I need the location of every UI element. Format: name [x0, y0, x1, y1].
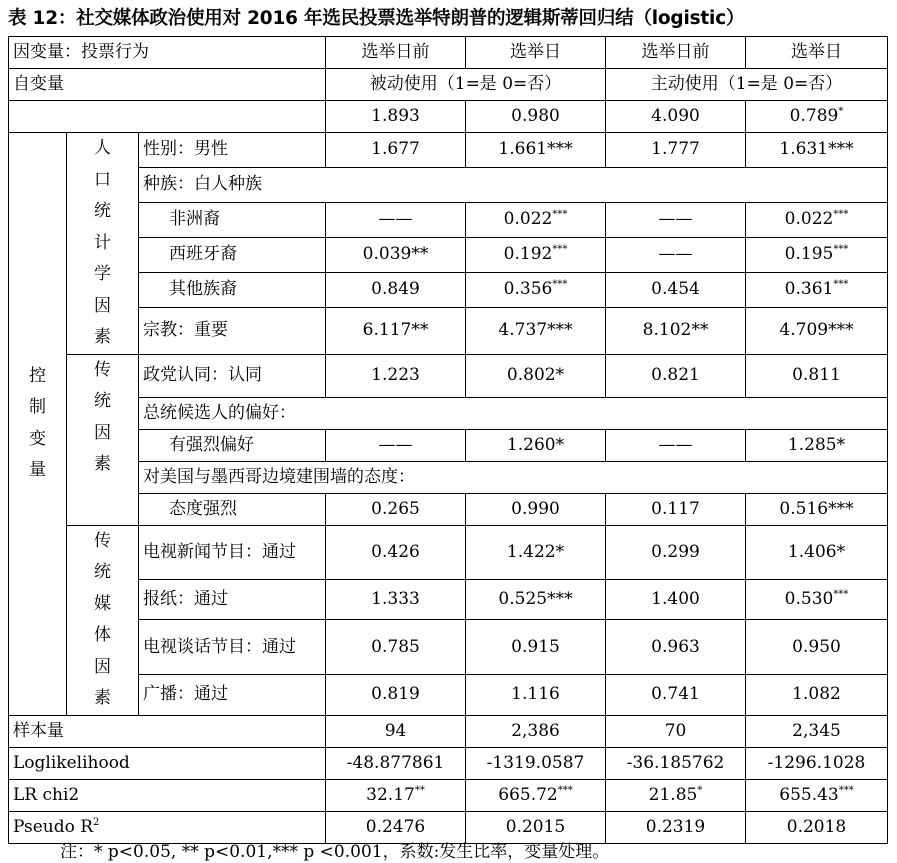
group-label-traditional: 传 统 因 素: [67, 354, 139, 525]
value-cell: 70: [606, 715, 746, 747]
table-row: [9, 525, 888, 579]
table-row: [9, 307, 888, 354]
value-cell: 0.356***: [466, 272, 606, 307]
table-row: [9, 272, 888, 307]
value-cell: 1.116: [466, 674, 606, 715]
value-cell: 1.285*: [746, 429, 888, 461]
header-row-dv: [9, 37, 888, 69]
table-row: [9, 202, 888, 237]
value-cell: 0.530***: [746, 579, 888, 620]
row-label: 其他族裔: [139, 272, 326, 307]
value-cell: ——: [606, 202, 746, 237]
value-cell: 0.741: [606, 674, 746, 715]
stats-row: [9, 747, 888, 779]
value-cell: ——: [606, 237, 746, 272]
value-cell: 0.990: [466, 493, 606, 525]
value-cell: 1.422*: [466, 525, 606, 579]
value-cell: 1.677: [326, 133, 466, 168]
value-cell: 0.2476: [326, 811, 466, 843]
table-note: 注：* p<0.05, ** p<0.01,*** p <0.001，系数:发生比率，变量处理。: [60, 842, 610, 862]
header-row-iv: [9, 69, 888, 101]
value-cell: 0.2015: [466, 811, 606, 843]
row-label: 报纸：通过: [139, 579, 326, 620]
row-label: 宗教：重要: [139, 307, 326, 354]
value-cell: 1.631***: [746, 133, 888, 168]
row-label: 总统候选人的偏好：: [139, 397, 888, 429]
value-cell: 0.022***: [466, 202, 606, 237]
table-row: [9, 429, 888, 461]
value-cell: 0.980: [466, 101, 606, 133]
row-label: 非洲裔: [139, 202, 326, 237]
value-cell: -1319.0587: [466, 747, 606, 779]
stats-label: 样本量: [9, 715, 326, 747]
table-row: [9, 620, 888, 674]
value-cell: 0.117: [606, 493, 746, 525]
value-cell: 0.516***: [746, 493, 888, 525]
table-row: [9, 674, 888, 715]
value-cell: 1.661***: [466, 133, 606, 168]
stats-label: Pseudo $R^2$: [9, 811, 326, 843]
value-cell: 6.117**: [326, 307, 466, 354]
table-row: [9, 133, 888, 168]
value-cell: 2,345: [746, 715, 888, 747]
value-cell: ——: [326, 429, 466, 461]
value-cell: 4.090: [606, 101, 746, 133]
row-label: 政党认同：认同: [139, 354, 326, 397]
value-cell: 0.2018: [746, 811, 888, 843]
value-cell: 0.785: [326, 620, 466, 674]
value-cell: 1.223: [326, 354, 466, 397]
value-cell: 0.039**: [326, 237, 466, 272]
value-cell: 0.821: [606, 354, 746, 397]
row-label: 西班牙裔: [139, 237, 326, 272]
table-row: [9, 397, 888, 429]
group-header-passive: 被动使用（1=是 0=否）: [326, 69, 606, 101]
value-cell: 0.192***: [466, 237, 606, 272]
row-label: 对美国与墨西哥边境建围墙的态度：: [139, 461, 888, 493]
value-cell: 0.195***: [746, 237, 888, 272]
stats-row: [9, 715, 888, 747]
value-cell: 0.811: [746, 354, 888, 397]
value-cell: 0.265: [326, 493, 466, 525]
row-label: 电视谈话节目：通过: [139, 620, 326, 674]
value-cell: 1.082: [746, 674, 888, 715]
table-row: [9, 167, 888, 202]
row-label: 种族：白人种族: [139, 167, 888, 202]
empty-cell: [9, 101, 326, 133]
value-cell: 0.525***: [466, 579, 606, 620]
col-header: 选举日: [466, 37, 606, 69]
value-cell: 665.72***: [466, 779, 606, 811]
control-variables-label: 控 制 变 量: [9, 133, 67, 716]
value-cell: 0.2319: [606, 811, 746, 843]
value-cell: ——: [326, 202, 466, 237]
value-cell: 1.777: [606, 133, 746, 168]
table-row: [9, 579, 888, 620]
value-cell: 655.43***: [746, 779, 888, 811]
value-cell: 8.102**: [606, 307, 746, 354]
value-cell: 1.333: [326, 579, 466, 620]
table-row: [9, 493, 888, 525]
row-label: 性别：男性: [139, 133, 326, 168]
row-label: 有强烈偏好: [139, 429, 326, 461]
value-cell: 1.893: [326, 101, 466, 133]
value-cell: 1.406*: [746, 525, 888, 579]
value-cell: 0.454: [606, 272, 746, 307]
col-header: 选举日前: [326, 37, 466, 69]
group-header-active: 主动使用（1=是 0=否）: [606, 69, 888, 101]
table-row: [9, 461, 888, 493]
col-header: 选举日: [746, 37, 888, 69]
value-cell: -48.877861: [326, 747, 466, 779]
value-cell: 2,386: [466, 715, 606, 747]
value-cell: 0.819: [326, 674, 466, 715]
table-row: [9, 354, 888, 397]
iv-label: 自变量: [9, 69, 326, 101]
value-cell: 32.17**: [326, 779, 466, 811]
value-cell: 1.260*: [466, 429, 606, 461]
row-label: 态度强烈: [139, 493, 326, 525]
col-header: 选举日前: [606, 37, 746, 69]
row-label: 电视新闻节目：通过: [139, 525, 326, 579]
value-cell: ——: [606, 429, 746, 461]
value-cell: 4.709***: [746, 307, 888, 354]
value-cell: 0.361***: [746, 272, 888, 307]
group-label-media: 传 统 媒 体 因 素: [67, 525, 139, 715]
iv-values-row: [9, 101, 888, 133]
value-cell: 0.802*: [466, 354, 606, 397]
dv-label: 因变量：投票行为: [9, 37, 326, 69]
stats-label: Loglikelihood: [9, 747, 326, 779]
value-cell: 0.950: [746, 620, 888, 674]
value-cell: 4.737***: [466, 307, 606, 354]
value-cell: 0.963: [606, 620, 746, 674]
value-cell: 0.849: [326, 272, 466, 307]
value-cell: 0.915: [466, 620, 606, 674]
value-cell: 0.426: [326, 525, 466, 579]
table-title: 表 12：社交媒体政治使用对 2016 年选民投票选举特朗普的逻辑斯蒂回归结（logistic）: [8, 8, 745, 29]
value-cell: 1.400: [606, 579, 746, 620]
value-cell: 94: [326, 715, 466, 747]
value-cell: 0.022***: [746, 202, 888, 237]
value-cell: 21.85*: [606, 779, 746, 811]
value-cell: 0.299: [606, 525, 746, 579]
group-label-demographic: 人 口 统 计 学 因 素: [67, 133, 139, 355]
value-cell: 0.789*: [746, 101, 888, 133]
value-cell: -36.185762: [606, 747, 746, 779]
regression-table: [8, 36, 888, 844]
stats-label: LR chi2: [9, 779, 326, 811]
stats-row: [9, 779, 888, 811]
table-row: [9, 237, 888, 272]
value-cell: -1296.1028: [746, 747, 888, 779]
row-label: 广播：通过: [139, 674, 326, 715]
